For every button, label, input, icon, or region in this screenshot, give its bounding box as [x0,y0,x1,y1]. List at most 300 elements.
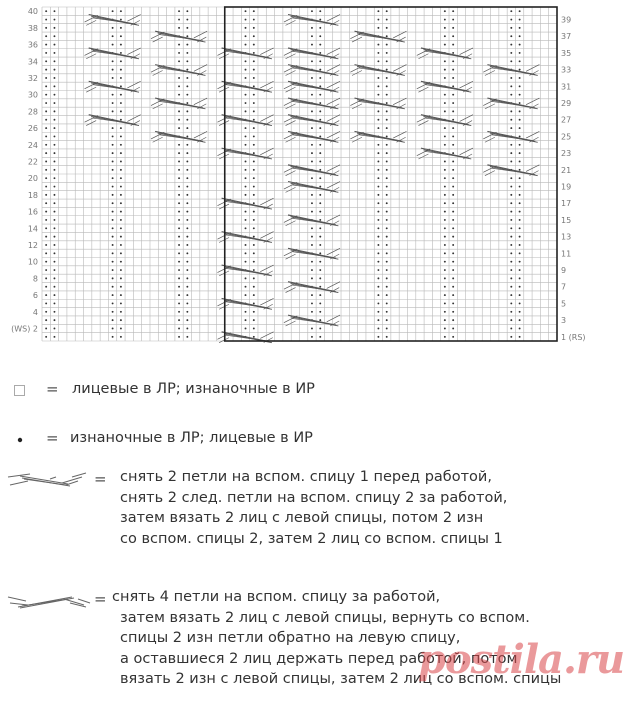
purl-dot [178,277,180,279]
purl-dot [253,261,255,263]
purl-dot [54,186,56,188]
purl-dot [45,294,47,296]
purl-dot [510,294,512,296]
purl-dot [510,227,512,229]
purl-dot [186,169,188,171]
purl-dot [112,60,114,62]
purl-dot [245,169,247,171]
purl-dot [112,27,114,29]
purl-dot [120,135,122,137]
purl-dot [112,311,114,313]
purl-dot [319,328,321,330]
purl-dot [311,211,313,213]
purl-dot [510,311,512,313]
purl-dot [452,294,454,296]
row-number-right: 13 [561,232,572,242]
row-number-left: 36 [27,40,38,50]
purl-dot [54,169,56,171]
purl-dot [386,35,388,37]
purl-dot [444,277,446,279]
purl-dot [186,119,188,121]
purl-dot [253,328,255,330]
purl-dot [377,169,379,171]
purl-dot [377,85,379,87]
purl-dot [377,52,379,54]
purl-dot [311,336,313,338]
purl-dot [452,152,454,154]
legend-line: лицевые в ЛР; изнаночные в ИР [72,381,315,397]
purl-dot [519,302,521,304]
purl-dot [319,119,321,121]
purl-dot [452,194,454,196]
purl-dot [186,127,188,129]
purl-dot [510,194,512,196]
purl-dot [186,294,188,296]
purl-dot [45,227,47,229]
purl-dot [178,110,180,112]
purl-dot [45,219,47,221]
purl-dot [519,202,521,204]
purl-dot [120,102,122,104]
purl-dot [311,294,313,296]
purl-dot [54,311,56,313]
purl-dot [112,135,114,137]
purl-dot [54,127,56,129]
purl-dot [311,161,313,163]
purl-dot [386,127,388,129]
purl-dot [510,202,512,204]
purl-dot [45,236,47,238]
purl-dot [510,236,512,238]
purl-dot [510,261,512,263]
purl-dot [120,94,122,96]
purl-dot [253,27,255,29]
purl-dot [178,294,180,296]
purl-dot [112,102,114,104]
purl-dot [319,261,321,263]
purl-dot [178,60,180,62]
row-number-right: 31 [561,82,572,92]
purl-dot [253,302,255,304]
purl-dot [377,252,379,254]
purl-dot [377,219,379,221]
purl-dot [444,27,446,29]
cable-tick [286,104,296,109]
purl-dot [253,311,255,313]
purl-dot [245,35,247,37]
purl-dot [377,10,379,12]
purl-dot [54,252,56,254]
purl-dot [444,236,446,238]
purl-dot [444,194,446,196]
purl-dot [319,319,321,321]
purl-dot [186,286,188,288]
purl-dot [186,144,188,146]
purl-dot [519,102,521,104]
purl-dot [253,294,255,296]
purl-dot [452,277,454,279]
purl-dot [253,236,255,238]
purl-dot [519,177,521,179]
purl-dot [245,44,247,46]
purl-dot [386,44,388,46]
purl-dot [186,319,188,321]
purl-dot [186,328,188,330]
purl-dot [319,252,321,254]
purl-dot [510,302,512,304]
purl-dot [377,77,379,79]
purl-dot [45,319,47,321]
purl-dot [45,19,47,21]
purl-dot [253,319,255,321]
purl-dot [319,52,321,54]
purl-dot [245,110,247,112]
legend-text [70,428,313,449]
purl-dot [186,10,188,12]
purl-dot [245,69,247,71]
purl-dot [54,336,56,338]
purl-dot [112,169,114,171]
purl-dot [253,277,255,279]
purl-dot [178,177,180,179]
cable-tick [153,137,163,142]
purl-dot [444,102,446,104]
purl-dot [519,236,521,238]
cable-tick [418,87,428,92]
purl-dot [311,311,313,313]
purl-dot [253,35,255,37]
purl-dot [120,269,122,271]
purl-dot [386,119,388,121]
purl-dot [178,19,180,21]
purl-dot [253,152,255,154]
purl-dot [519,261,521,263]
purl-dot [120,152,122,154]
cable-tick [153,37,163,42]
row-number-left: 10 [27,257,38,267]
purl-dot [245,186,247,188]
purl-dot [319,227,321,229]
purl-dot [120,44,122,46]
purl-dot [45,302,47,304]
purl-dot [519,219,521,221]
purl-dot [452,135,454,137]
purl-dot [386,219,388,221]
purl-dot [319,152,321,154]
purl-dot [245,211,247,213]
purl-dot [386,144,388,146]
purl-dot [444,60,446,62]
purl-dot [112,10,114,12]
row-number-right: 21 [561,165,572,175]
purl-dot [444,135,446,137]
purl-dot [253,19,255,21]
chart-grid [42,7,557,341]
purl-dot [253,336,255,338]
purl-dot [120,169,122,171]
purl-dot [311,302,313,304]
purl-dot [519,27,521,29]
purl-dot [112,44,114,46]
purl-dot [253,244,255,246]
purl-dot [386,294,388,296]
purl-dot [444,219,446,221]
purl-dot [319,144,321,146]
purl-dot [510,328,512,330]
purl-dot [510,244,512,246]
purl-dot [519,328,521,330]
purl-dot [112,152,114,154]
purl-dot [54,52,56,54]
purl-dot [519,144,521,146]
purl-dot [510,219,512,221]
purl-dot [45,152,47,154]
purl-dot [377,194,379,196]
legend-line: со вспом. спицы 2, затем 2 лиц со вспом. спицы 1 [120,530,503,547]
row-number-right: 11 [561,249,572,259]
purl-dot [120,144,122,146]
purl-dot [178,269,180,271]
legend-line: изнаночные в ЛР; лицевые в ИР [70,430,313,446]
purl-dot [120,127,122,129]
purl-dot [45,244,47,246]
purl-dot [120,194,122,196]
purl-dot [510,94,512,96]
purl-dot [253,110,255,112]
purl-dot [510,119,512,121]
purl-dot [253,194,255,196]
purl-dot [519,319,521,321]
purl-dot [510,177,512,179]
purl-dot [45,144,47,146]
legend-line: затем вязать 2 лиц с левой спицы, вернуть со вспом. [120,609,530,626]
purl-dot [120,85,122,87]
purl-dot [311,277,313,279]
purl-dot [253,77,255,79]
purl-dot [253,144,255,146]
purl-dot [45,69,47,71]
purl-dot [186,194,188,196]
purl-dot [178,252,180,254]
purl-dot [253,161,255,163]
purl-dot [510,127,512,129]
purl-dot [54,119,56,121]
purl-dot [519,194,521,196]
row-numbers-right [561,16,586,342]
purl-dot [178,202,180,204]
purl-dot [377,261,379,263]
empty-square-icon [14,385,26,397]
purl-dot [386,152,388,154]
row-number-right: 27 [561,115,572,125]
purl-dot [452,211,454,213]
purl-dot [319,10,321,12]
purl-dot [54,269,56,271]
purl-dot [120,277,122,279]
purl-dot [186,19,188,21]
purl-dot [452,44,454,46]
purl-dot [386,336,388,338]
purl-dot [377,336,379,338]
purl-dot [519,227,521,229]
purl-dot [178,144,180,146]
purl-dot [377,44,379,46]
purl-dot [319,202,321,204]
purl-dot [444,294,446,296]
purl-dot [452,311,454,313]
row-number-right: 7 [561,282,567,292]
purl-dot [54,35,56,37]
purl-dot [178,44,180,46]
purl-dot [45,261,47,263]
purl-dot [245,127,247,129]
purl-dot [519,119,521,121]
purl-dot [319,294,321,296]
purl-dot [452,110,454,112]
purl-dot [519,69,521,71]
purl-dot [45,161,47,163]
row-number-right: 5 [561,299,567,309]
purl-dot [510,211,512,213]
purl-dot [253,44,255,46]
cable-tick [352,37,362,42]
purl-dot [112,94,114,96]
purl-dot [452,10,454,12]
purl-dot [112,302,114,304]
purl-dot [54,286,56,288]
purl-dot [386,94,388,96]
purl-dot [452,319,454,321]
purl-dot [245,286,247,288]
purl-dot [178,336,180,338]
purl-dot [54,69,56,71]
purl-dot [120,60,122,62]
purl-dot [319,269,321,271]
row-number-left: 32 [27,73,38,83]
purl-dot [45,127,47,129]
purl-dot [386,236,388,238]
purl-dot [510,161,512,163]
purl-dot [444,286,446,288]
purl-dot [112,328,114,330]
purl-dot [444,336,446,338]
purl-dot [311,236,313,238]
purl-dot [178,211,180,213]
purl-dot [112,77,114,79]
purl-dot [452,119,454,121]
purl-dot [311,244,313,246]
purl-dot [444,319,446,321]
purl-dot [452,35,454,37]
cable-tick [485,137,495,142]
purl-dot [311,27,313,29]
purl-dot [386,252,388,254]
purl-dot [519,252,521,254]
purl-dot [386,10,388,12]
purl-dot [386,102,388,104]
purl-dot [452,19,454,21]
row-number-right: 29 [561,99,572,109]
purl-dot [510,252,512,254]
purl-dot [377,161,379,163]
purl-dot [120,261,122,263]
purl-dot [452,52,454,54]
purl-dot [452,302,454,304]
purl-dot [178,227,180,229]
purl-dot [112,236,114,238]
purl-dot [186,110,188,112]
purl-dot [45,94,47,96]
purl-dot [311,328,313,330]
purl-dot [54,102,56,104]
purl-dot [519,286,521,288]
row-number-right: 25 [561,132,572,142]
purl-dot [112,219,114,221]
purl-dot [120,69,122,71]
purl-dot [178,127,180,129]
purl-dot [510,336,512,338]
purl-dot [386,85,388,87]
purl-dot [120,211,122,213]
purl-dot [54,161,56,163]
purl-dot [45,269,47,271]
purl-dot [186,69,188,71]
purl-dot [377,152,379,154]
purl-dot [245,161,247,163]
legend-line: спицы 2 изн петли обратно на левую спицу, [120,630,461,646]
purl-dot [519,44,521,46]
purl-dot [186,236,188,238]
purl-dot [377,211,379,213]
cable-tick [86,20,96,25]
row-numbers-left [11,7,38,333]
purl-dot [386,77,388,79]
purl-dot [386,52,388,54]
purl-dot [510,319,512,321]
purl-dot [253,169,255,171]
purl-dot [45,135,47,137]
purl-dot [245,102,247,104]
purl-dot [452,236,454,238]
purl-dot [245,252,247,254]
purl-dot [186,302,188,304]
purl-dot [253,119,255,121]
cable-tick [286,321,296,326]
purl-dot [519,85,521,87]
purl-dot [54,194,56,196]
purl-dot [452,219,454,221]
purl-dot [319,336,321,338]
purl-dot [386,169,388,171]
purl-dot [112,227,114,229]
purl-dot [519,336,521,338]
row-number-left: 30 [27,90,38,100]
purl-dot [319,311,321,313]
purl-dot [253,286,255,288]
purl-dot [444,202,446,204]
cable-tick [286,137,296,142]
purl-dot [54,85,56,87]
row-number-right: 15 [561,215,572,225]
purl-dot [54,302,56,304]
purl-dot [452,261,454,263]
purl-dot [54,19,56,21]
cable-cross-2-2-2-icon [6,471,88,489]
purl-dot [452,328,454,330]
purl-dot [444,44,446,46]
purl-dot [444,186,446,188]
purl-dot [519,186,521,188]
